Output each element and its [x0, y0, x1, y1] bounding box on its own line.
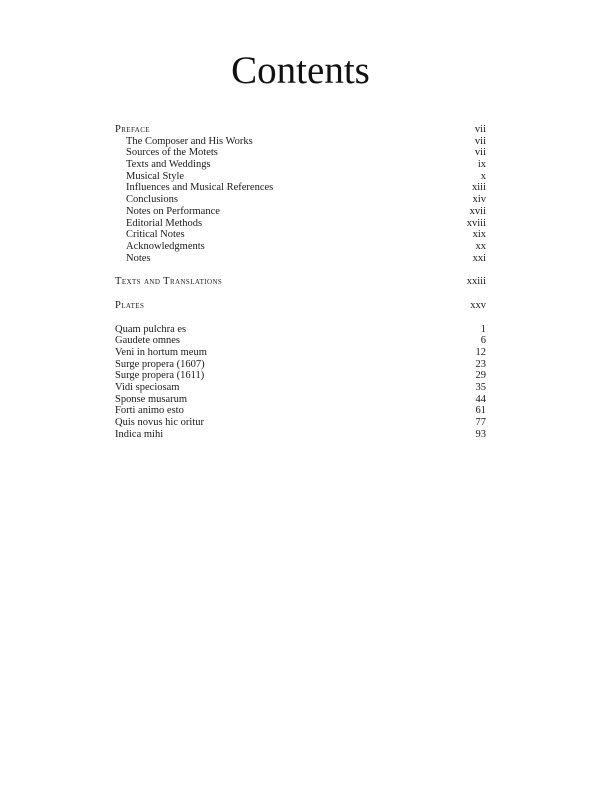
toc-entry-label: Quis novus hic oritur: [115, 417, 204, 429]
toc-entry-page: 29: [475, 370, 486, 382]
toc-entry-page: xxv: [470, 299, 486, 311]
toc-entry-motet[interactable]: [115, 370, 486, 382]
toc-entry-motet[interactable]: [115, 335, 486, 347]
toc-entry-page: xx: [475, 240, 486, 252]
toc-subentry[interactable]: [115, 182, 486, 194]
page-title: Contents: [231, 49, 370, 92]
toc-entry-page: vii: [474, 147, 486, 159]
toc-subentry[interactable]: [115, 241, 486, 253]
toc-subentry[interactable]: [115, 159, 486, 171]
toc-entry-motet[interactable]: [115, 405, 486, 417]
toc-entry-preface[interactable]: [115, 124, 486, 136]
toc-entry-label: Critical Notes: [126, 229, 185, 241]
toc-entry-page: 35: [475, 382, 486, 394]
toc-entry-page: vii: [474, 135, 486, 147]
section-spacer: [115, 288, 486, 300]
toc-entry-page: 23: [475, 358, 486, 370]
toc-entry-motet[interactable]: [115, 359, 486, 371]
toc-entry-page: xiii: [471, 182, 486, 194]
toc-entry-motet[interactable]: [115, 324, 486, 336]
toc-entry-label: Texts and Weddings: [126, 159, 211, 171]
toc-subentry[interactable]: [115, 171, 486, 183]
toc-entry-motet[interactable]: [115, 429, 486, 441]
section-spacer: [115, 312, 486, 324]
toc-entry-page: xiv: [472, 194, 486, 206]
toc-subentry[interactable]: [115, 229, 486, 241]
toc-entry-label: Quam pulchra es: [115, 323, 187, 335]
toc-entry-page: ix: [477, 159, 486, 171]
toc-entry-page: xxi: [472, 252, 486, 264]
toc-entry-page: xix: [472, 229, 486, 241]
toc-entry-label: Influences and Musical References: [126, 182, 274, 194]
toc-subentry[interactable]: [115, 218, 486, 230]
toc-entry-page: xxiii: [466, 276, 486, 288]
toc-entry-page: 12: [475, 347, 486, 358]
toc-entry-texts-and-translations[interactable]: [115, 276, 486, 288]
toc-entry-label: Sponse musarum: [115, 393, 188, 405]
toc-subentry[interactable]: [115, 136, 486, 148]
toc-entry-page: 77: [475, 417, 486, 429]
toc-entry-label: Texts and Translations: [115, 276, 223, 288]
toc-entry-label: Indica mihi: [115, 428, 164, 440]
toc-entry-label: Veni in hortum meum: [115, 347, 207, 358]
toc-entry-motet[interactable]: [115, 417, 486, 429]
toc-subentry[interactable]: [115, 206, 486, 218]
toc-subentry[interactable]: [115, 253, 486, 265]
toc-entry-page: xvii: [469, 205, 486, 217]
toc-subentry[interactable]: [115, 147, 486, 159]
toc-entry-page: 61: [475, 405, 486, 417]
toc-entry-page: 6: [480, 335, 486, 347]
toc-entry-label: Editorial Methods: [126, 217, 203, 229]
toc-entry-label: Preface: [115, 124, 150, 135]
toc-entry-page: vii: [474, 124, 486, 135]
toc-entry-label: Plates: [115, 299, 145, 311]
toc-entry-label: Surge propera (1611): [115, 370, 205, 382]
toc-entry-motet[interactable]: [115, 382, 486, 394]
table-of-contents: [115, 124, 486, 441]
toc-entry-label: Vidi speciosam: [115, 382, 180, 394]
section-spacer: [115, 264, 486, 276]
toc-subentry[interactable]: [115, 194, 486, 206]
toc-entry-label: Notes on Performance: [126, 205, 220, 217]
toc-entry-label: Notes: [126, 252, 151, 264]
toc-entry-label: Musical Style: [126, 170, 185, 182]
toc-entry-motet[interactable]: [115, 394, 486, 406]
toc-entry-label: Sources of the Motets: [126, 147, 218, 159]
toc-entry-page: 1: [480, 323, 486, 335]
toc-entry-label: Conclusions: [126, 194, 178, 206]
toc-entry-label: Acknowledgments: [126, 240, 205, 252]
toc-entry-page: x: [480, 170, 486, 182]
toc-entry-page: 44: [475, 393, 486, 405]
toc-entry-label: Forti animo esto: [115, 405, 184, 417]
toc-entry-motet[interactable]: [115, 347, 486, 359]
toc-entry-page: xviii: [466, 217, 486, 229]
toc-entry-plates[interactable]: [115, 300, 486, 312]
toc-entry-label: Gaudete omnes: [115, 335, 181, 347]
toc-entry-label: The Composer and His Works: [126, 135, 253, 147]
toc-entry-label: Surge propera (1607): [115, 358, 205, 370]
toc-entry-page: 93: [475, 428, 486, 440]
